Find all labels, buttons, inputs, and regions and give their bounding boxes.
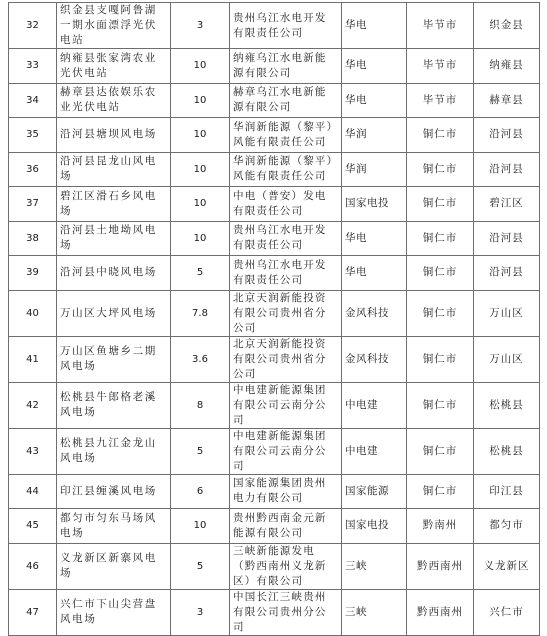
row-number: 35 bbox=[9, 118, 57, 153]
table-row bbox=[9, 83, 540, 118]
row-number: 39 bbox=[9, 256, 57, 291]
table-row bbox=[9, 428, 540, 474]
county-name: 赫章县 bbox=[474, 83, 540, 118]
company-name: 贵州乌江水电开发有限责任公司 bbox=[230, 3, 342, 49]
group-name: 华电 bbox=[342, 49, 407, 84]
row-number: 44 bbox=[9, 474, 57, 509]
project-name: 碧江区滑石乡风电场 bbox=[57, 187, 171, 222]
group-name: 华电 bbox=[342, 256, 407, 291]
company-name: 北京天润新能投资有限公司贵州省分公司 bbox=[230, 336, 342, 382]
county-name: 沿河县 bbox=[474, 118, 540, 153]
group-name: 中电建 bbox=[342, 382, 407, 428]
group-name: 国家电投 bbox=[342, 509, 407, 544]
county-name: 碧江区 bbox=[474, 187, 540, 222]
table-row bbox=[9, 336, 540, 382]
project-name: 万山区鱼塘乡二期风电场 bbox=[57, 336, 171, 382]
group-name: 华电 bbox=[342, 221, 407, 256]
table-row bbox=[9, 509, 540, 544]
company-name: 贵州乌江水电开发有限责任公司 bbox=[230, 256, 342, 291]
group-name: 华电 bbox=[342, 83, 407, 118]
company-name: 北京天润新能投资有限公司贵州省分公司 bbox=[230, 290, 342, 336]
capacity-value: 3 bbox=[171, 589, 230, 635]
capacity-value: 5 bbox=[171, 428, 230, 474]
table-row bbox=[9, 589, 540, 635]
row-number: 40 bbox=[9, 290, 57, 336]
capacity-value: 7.8 bbox=[171, 290, 230, 336]
table-row bbox=[9, 221, 540, 256]
county-name: 万山区 bbox=[474, 290, 540, 336]
row-number: 37 bbox=[9, 187, 57, 222]
project-name: 沿河县昆龙山风电场 bbox=[57, 152, 171, 187]
capacity-value: 3.6 bbox=[171, 336, 230, 382]
city-name: 铜仁市 bbox=[407, 187, 474, 222]
county-name: 沿河县 bbox=[474, 152, 540, 187]
city-name: 铜仁市 bbox=[407, 428, 474, 474]
county-name: 沿河县 bbox=[474, 221, 540, 256]
table-body bbox=[9, 3, 540, 636]
group-name: 金风科技 bbox=[342, 290, 407, 336]
capacity-value: 10 bbox=[171, 152, 230, 187]
county-name: 都匀市 bbox=[474, 509, 540, 544]
capacity-value: 10 bbox=[171, 83, 230, 118]
group-name: 华润 bbox=[342, 118, 407, 153]
city-name: 铜仁市 bbox=[407, 290, 474, 336]
table-row bbox=[9, 290, 540, 336]
project-name: 沿河县塘坝风电场 bbox=[57, 118, 171, 153]
capacity-value: 6 bbox=[171, 474, 230, 509]
company-name: 贵州黔西南金元新能源有限公司 bbox=[230, 509, 342, 544]
city-name: 铜仁市 bbox=[407, 221, 474, 256]
table-row bbox=[9, 187, 540, 222]
group-name: 华润 bbox=[342, 152, 407, 187]
company-name: 中国长江三峡贵州有限公司贵州分公司 bbox=[230, 589, 342, 635]
table-row bbox=[9, 543, 540, 589]
company-name: 中电建新能源集团有限公司云南分公司 bbox=[230, 382, 342, 428]
company-name: 贵州乌江水电开发有限责任公司 bbox=[230, 221, 342, 256]
table-row bbox=[9, 3, 540, 49]
county-name: 松桃县 bbox=[474, 428, 540, 474]
table-row bbox=[9, 152, 540, 187]
capacity-value: 10 bbox=[171, 509, 230, 544]
company-name: 三峡新能源发电（黔西南州义龙新区）有限公司 bbox=[230, 543, 342, 589]
city-name: 毕节市 bbox=[407, 49, 474, 84]
city-name: 黔南州 bbox=[407, 509, 474, 544]
row-number: 34 bbox=[9, 83, 57, 118]
project-name: 织金县支嘎阿鲁湖一期水面漂浮光伏电站 bbox=[57, 3, 171, 49]
project-table bbox=[8, 2, 540, 636]
project-name: 义龙新区新寨风电场 bbox=[57, 543, 171, 589]
row-number: 46 bbox=[9, 543, 57, 589]
table-row bbox=[9, 256, 540, 291]
row-number: 32 bbox=[9, 3, 57, 49]
project-name: 兴仁市下山尖营盘风电场 bbox=[57, 589, 171, 635]
capacity-value: 10 bbox=[171, 221, 230, 256]
capacity-value: 10 bbox=[171, 187, 230, 222]
county-name: 兴仁市 bbox=[474, 589, 540, 635]
company-name: 国家能源集团贵州电力有限公司 bbox=[230, 474, 342, 509]
company-name: 纳雍乌江水电新能源有限公司 bbox=[230, 49, 342, 84]
county-name: 织金县 bbox=[474, 3, 540, 49]
project-name: 纳雍县张家湾农业光伏电站 bbox=[57, 49, 171, 84]
row-number: 33 bbox=[9, 49, 57, 84]
project-name: 松桃县牛郎格老溪风电场 bbox=[57, 382, 171, 428]
city-name: 黔西南州 bbox=[407, 543, 474, 589]
project-name: 沿河县土地坳风电场 bbox=[57, 221, 171, 256]
row-number: 45 bbox=[9, 509, 57, 544]
project-name: 赫章县达依娱乐农业光伏电站 bbox=[57, 83, 171, 118]
city-name: 铜仁市 bbox=[407, 152, 474, 187]
project-name: 都匀市匀东马场风电场 bbox=[57, 509, 171, 544]
company-name: 中电（普安）发电有限责任公司 bbox=[230, 187, 342, 222]
city-name: 铜仁市 bbox=[407, 382, 474, 428]
group-name: 国家电投 bbox=[342, 187, 407, 222]
capacity-value: 10 bbox=[171, 49, 230, 84]
capacity-value: 8 bbox=[171, 382, 230, 428]
table-row bbox=[9, 474, 540, 509]
capacity-value: 3 bbox=[171, 3, 230, 49]
project-name: 松桃县九江金龙山风电场 bbox=[57, 428, 171, 474]
county-name: 纳雍县 bbox=[474, 49, 540, 84]
table-row bbox=[9, 118, 540, 153]
city-name: 毕节市 bbox=[407, 3, 474, 49]
company-name: 赫章乌江水电新能源有限公司 bbox=[230, 83, 342, 118]
capacity-value: 10 bbox=[171, 118, 230, 153]
city-name: 铜仁市 bbox=[407, 474, 474, 509]
capacity-value: 5 bbox=[171, 543, 230, 589]
group-name: 华电 bbox=[342, 3, 407, 49]
county-name: 万山区 bbox=[474, 336, 540, 382]
city-name: 铜仁市 bbox=[407, 336, 474, 382]
group-name: 国家能源 bbox=[342, 474, 407, 509]
company-name: 华润新能源（黎平）风能有限责任公司 bbox=[230, 152, 342, 187]
company-name: 中电建新能源集团有限公司云南分公司 bbox=[230, 428, 342, 474]
group-name: 三峡 bbox=[342, 543, 407, 589]
county-name: 松桃县 bbox=[474, 382, 540, 428]
row-number: 43 bbox=[9, 428, 57, 474]
company-name: 华润新能源（黎平）风能有限责任公司 bbox=[230, 118, 342, 153]
row-number: 41 bbox=[9, 336, 57, 382]
row-number: 36 bbox=[9, 152, 57, 187]
row-number: 47 bbox=[9, 589, 57, 635]
group-name: 金风科技 bbox=[342, 336, 407, 382]
county-name: 沿河县 bbox=[474, 256, 540, 291]
city-name: 毕节市 bbox=[407, 83, 474, 118]
county-name: 印江县 bbox=[474, 474, 540, 509]
project-name: 印江县缠溪风电场 bbox=[57, 474, 171, 509]
table-row bbox=[9, 49, 540, 84]
capacity-value: 5 bbox=[171, 256, 230, 291]
row-number: 42 bbox=[9, 382, 57, 428]
group-name: 中电建 bbox=[342, 428, 407, 474]
group-name: 三峡 bbox=[342, 589, 407, 635]
table-row bbox=[9, 382, 540, 428]
project-name: 万山区大坪风电场 bbox=[57, 290, 171, 336]
row-number: 38 bbox=[9, 221, 57, 256]
project-name: 沿河县中晓风电场 bbox=[57, 256, 171, 291]
city-name: 铜仁市 bbox=[407, 118, 474, 153]
city-name: 黔西南州 bbox=[407, 589, 474, 635]
county-name: 义龙新区 bbox=[474, 543, 540, 589]
city-name: 铜仁市 bbox=[407, 256, 474, 291]
